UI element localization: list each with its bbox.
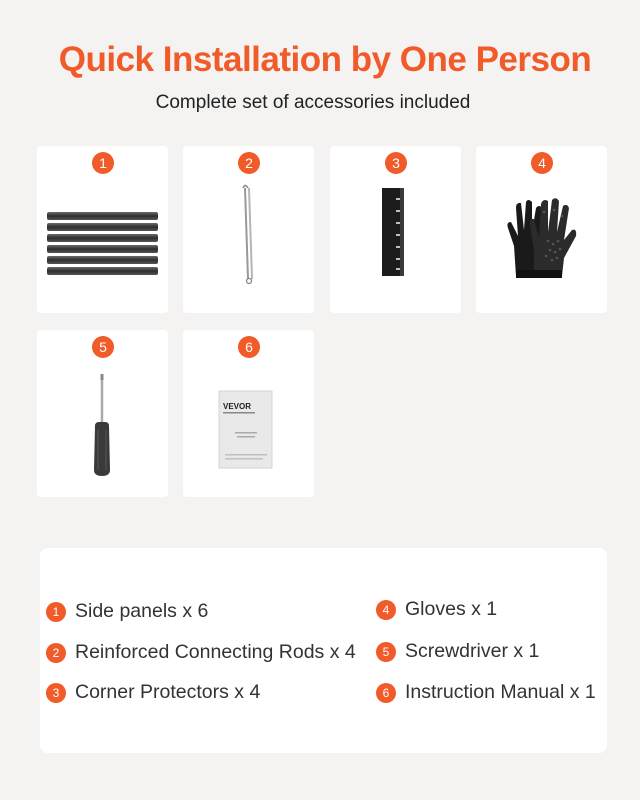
item-number-badge: 3 [385,152,407,174]
item-card-screwdriver [37,330,168,497]
list-item [376,681,596,704]
manual-brand-text: VEVOR [223,402,252,411]
list-item [376,640,539,663]
page-subtitle: Complete set of accessories included [155,92,471,113]
list-item-label: Corner Protectors x 4 [75,681,261,703]
gloves-icon [476,146,607,313]
item-number-badge: 1 [92,152,114,174]
connecting-rods-icon [183,146,314,313]
list-item-label: Screwdriver x 1 [405,640,540,662]
list-item [46,641,356,664]
item-number-badge: 2 [238,152,260,174]
list-item-label: Instruction Manual x 1 [405,681,596,703]
item-number-badge: 3 [46,683,66,703]
list-item [376,598,497,621]
item-number-badge: 4 [376,600,396,620]
page-title: Quick Installation by One Person [58,40,592,79]
screwdriver-icon [37,330,168,497]
item-card-side-panels [37,146,168,313]
item-number-badge: 6 [238,336,260,358]
item-number-badge: 4 [531,152,553,174]
item-number-badge: 2 [46,643,66,663]
item-number-badge: 5 [92,336,114,358]
item-card-instruction-manual [183,330,314,497]
item-number-badge: 1 [46,602,66,622]
list-item [46,681,260,704]
list-item [46,600,208,623]
item-number-badge: 5 [376,642,396,662]
list-item-label: Gloves x 1 [405,598,498,620]
corner-protector-icon [330,146,461,313]
item-card-connecting-rods [183,146,314,313]
instruction-manual-icon [183,330,314,497]
list-item-label: Reinforced Connecting Rods x 4 [75,641,356,663]
side-panels-icon [37,146,168,313]
accessories-list [40,548,607,753]
item-number-badge: 6 [376,683,396,703]
item-card-corner-protectors [330,146,461,313]
item-card-gloves [476,146,607,313]
list-item-label: Side panels x 6 [75,600,209,622]
